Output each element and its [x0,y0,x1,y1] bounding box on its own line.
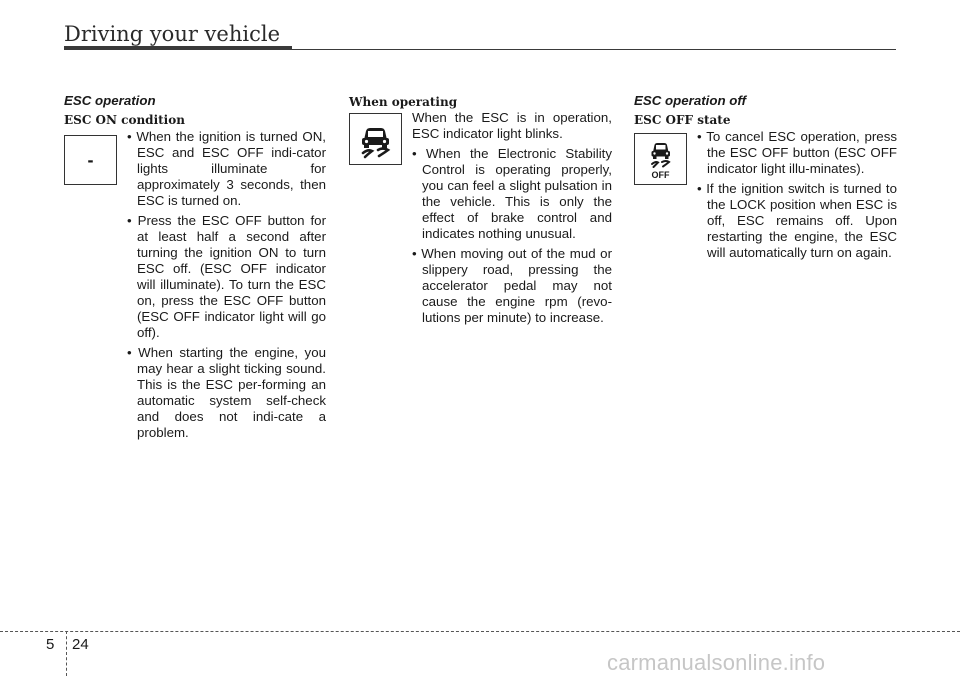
page-number: 24 [72,636,89,653]
subheading-esc-on-condition: ESC ON condition [64,113,185,127]
list-item: • When starting the engine, you may hear a slight ticking sound. This is the ESC per-forming an automatic system self-check and does not indi-cate a problem. [127,345,326,440]
page-header-title: Driving your vehicle [64,22,280,46]
esc-skid-car-icon [350,114,401,164]
subheading-when-operating: When operating [349,95,458,109]
subheading-esc-off-state: ESC OFF state [634,113,731,127]
section-heading-esc-operation-off: ESC operation off [634,93,747,108]
bullet-text: If the ignition switch is turned to the LOCK position when ESC is off, ESC remains off. Upon restarting the engine, the ESC will automatically turn on again. [706,181,897,260]
esc-off-indicator-icon [634,133,687,185]
col1-bullet-list [127,129,326,445]
esc-indicator-placeholder-icon [64,135,117,185]
esc-indicator-icon [349,113,402,165]
col2-intro: When the ESC is in operation, ESC indicator light blinks. [412,110,612,141]
section-heading-esc-operation: ESC operation [64,93,156,108]
col3-bullet-list [697,129,897,265]
bullet-text: When the Electronic Stability Control is operating properly, you can feel a slight pulsation in the vehicle. This is only the effect of brake control and indicates nothing unusual. [422,146,612,241]
list-item: • When the ignition is turned ON, ESC and ESC OFF indi-cator lights illuminate for approximately 3 seconds, then ESC is turned on. [127,129,326,208]
footer-dashed-divider [66,631,67,676]
list-item: • If the ignition switch is turned to the LOCK position when ESC is off, ESC remains off. Upon restarting the engine, the ESC will automatically turn on again. [697,181,897,260]
list-item: • When moving out of the mud or slippery road, pressing the accelerator pedal may not cause the engine rpm (revo-lutions per minute) to increase. [412,246,612,325]
bullet-text: When starting the engine, you may hear a slight ticking sound. This is the ESC per-forming an automatic system self-check and does not indi-cate a problem. [137,345,326,440]
footer-dashed-rule [0,631,960,632]
list-item: • To cancel ESC operation, press the ESC OFF button (ESC OFF indicator light illu-minates). [697,129,897,176]
header-rule-thick [64,46,292,50]
col2-bullet-list [412,146,612,330]
list-item: • When the Electronic Stability Control is operating properly, you can feel a slight pulsation in the vehicle. This is only the effect of brake control and indicates nothing unusual. [412,146,612,241]
icon-placeholder-label: - [87,150,94,170]
bullet-text: When the ignition is turned ON, ESC and ESC OFF indi-cator lights illuminate for approximately 3 seconds, then ESC is turned on. [136,129,326,208]
esc-off-label: OFF [651,170,670,180]
esc-off-skid-car-icon [635,134,686,184]
chapter-number: 5 [46,636,55,653]
bullet-text: Press the ESC OFF button for at least half a second after turning the ignition ON to turn ESC off. (ESC OFF indicator will illuminate). To turn the ESC on, press the ESC OFF button (ESC OFF indicator light will go off). [137,213,327,340]
header-rule-thin [292,49,896,51]
bullet-text: To cancel ESC operation, press the ESC OFF button (ESC OFF indicator light illu-minates). [706,129,897,176]
list-item: • Press the ESC OFF button for at least half a second after turning the ignition ON to turn ESC off. (ESC OFF indicator will illuminate). To turn the ESC on, press the ESC OFF button (ESC OFF indicator light will go off). [127,213,327,340]
bullet-text: When moving out of the mud or slippery road, pressing the accelerator pedal may not cause the engine rpm (revo-lutions per minute) to increase. [421,246,612,325]
watermark-text: carmanualsonline.info [607,650,826,675]
